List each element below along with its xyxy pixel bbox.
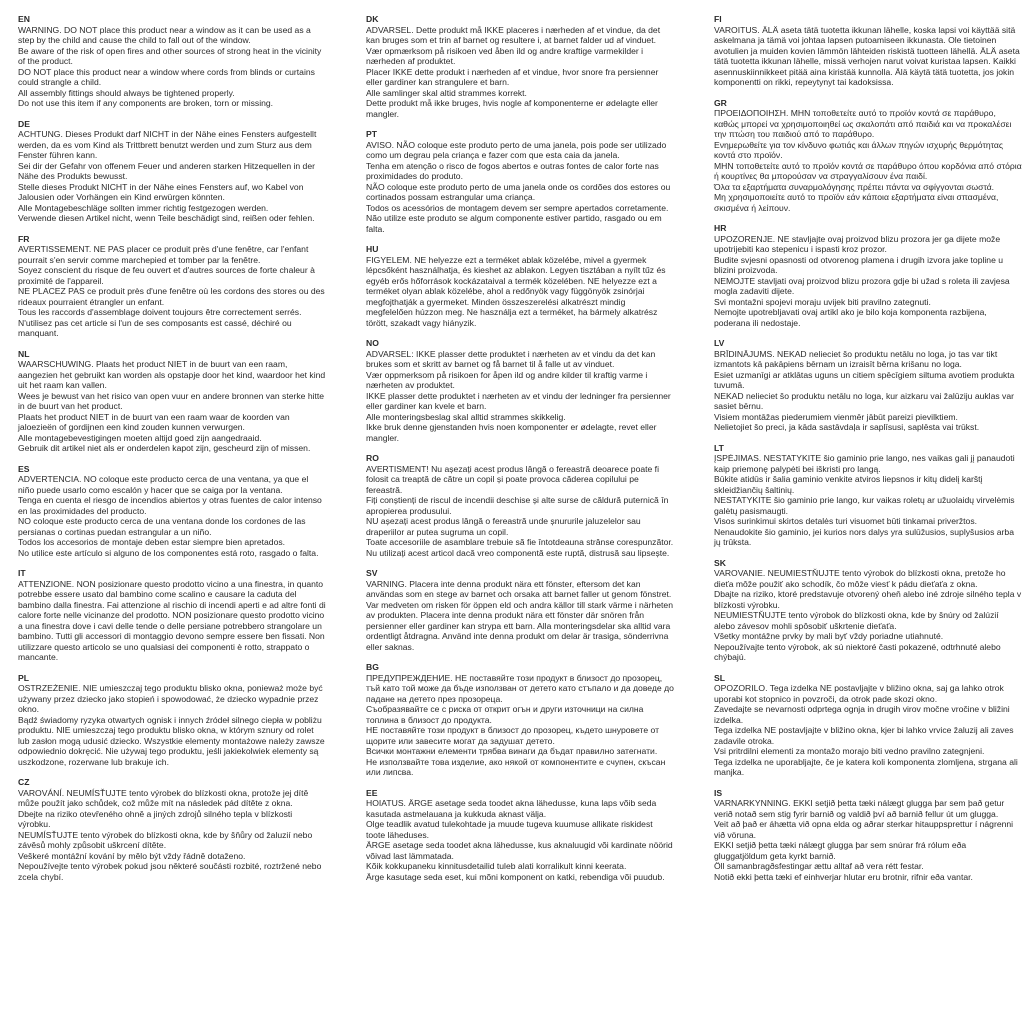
warning-paragraph: Alle Montagebeschläge sollten immer richtig festgezogen werden. xyxy=(18,202,269,213)
warning-paragraph: Notið ekki þetta tæki ef einhverjar hlutar eru brotnir, rifnir eða vantar. xyxy=(714,871,973,882)
warning-paragraph: NEKAD nelieciet šo produktu netālu no loga, kur aizkaru vai žalūziju auklas var sasiet bērnu. xyxy=(714,390,1014,411)
warning-paragraph: NEMOJTE stavljati ovaj proizvod blizu prozora gdje bi užad s roleta ili zavjesa mogla zadaviti dijete. xyxy=(714,275,1010,296)
warning-paragraph: Dette produkt må ikke bruges, hvis nogle af komponenterne er ødelagte eller mangler. xyxy=(366,98,658,119)
warning-paragraph: ADVERTENCIA. NO coloque este producto cerca de una ventana, ya que el niño puede usarlo como escalón y hacer que se caiga por la ventana. xyxy=(18,474,309,495)
language-section-de xyxy=(18,119,326,224)
warning-paragraph: Stelle dieses Produkt NICHT in der Nähe eines Fensters auf, wo Kabel von Jalousien oder Vorhängen ein Kind erwürgen könnten. xyxy=(18,181,304,202)
language-code-label: NL xyxy=(18,348,30,359)
warning-paragraph: Μη χρησιμοποιείτε αυτό το προϊόν εάν κάποια εξαρτήματα είναι σπασμένα, σκισμένα ή λείπουν. xyxy=(714,192,999,213)
warning-paragraph: ADVARSEL: IKKE plasser dette produktet i nærheten av et vindu da det kan brukes som et skritt av barnet og få barnet til å falle ut av vinduet. xyxy=(366,348,656,369)
warning-paragraph: ACHTUNG. Dieses Produkt darf NICHT in der Nähe eines Fensters aufgestellt werden, da es vom Kind als Trittbrett benutzt werden und zum Sturz aus dem Fenster führen kann. xyxy=(18,129,317,160)
warning-paragraph: Alle monteringsbeslag skal alltid strammes skikkelig. xyxy=(366,411,566,422)
language-code-label: HR xyxy=(714,223,727,233)
language-section-hu xyxy=(366,244,674,328)
warning-paragraph: ATTENZIONE. NON posizionare questo prodotto vicino a una finestra, in quanto potrebbe essere usato dal bambino come scalino e causare la caduta del bambino dalla finestra. Fai attenzione al rischio di incendi aperti e ad altre fonti di calore forte nelle vicinanze del prodotto. NON posizionare questo prodotto vicino a una finestra dove i cavi delle tende o delle persiane potrebbero strangolare un bambino. Tutti gli accessori di montaggio devono sempre essere ben fissati. Non utilizzare questo articolo se uno qualsiasi dei componenti è rotto, strappato o mancante. xyxy=(18,578,326,662)
language-code-label: RO xyxy=(366,453,379,463)
language-section-hr xyxy=(714,223,1022,328)
language-section-pl xyxy=(18,673,326,768)
language-section-fr xyxy=(18,234,326,339)
language-section-dk xyxy=(366,14,674,119)
warning-paragraph: Nelietojiet šo preci, ja kāda sastāvdaļa ir saplīsusi, saplēsta vai trūkst. xyxy=(714,422,980,432)
language-code-label: FR xyxy=(18,233,30,244)
warning-paragraph: AVERTISMENT! Nu așezați acest produs lângă o fereastră deoarece poate fi folosit ca treaptă de către un copil și poate provoca căderea copilului pe fereastră. xyxy=(366,463,659,495)
warning-paragraph: NEUMÍSŤUJTE tento výrobek do blízkosti okna, kde by šňůry od žaluzií nebo závěsů mohly způsobit uškrcení dítěte. xyxy=(18,829,313,850)
language-code-label: EN xyxy=(18,14,30,24)
warning-paragraph: Ενημερωθείτε για τον κίνδυνο φωτιάς και άλλων πηγών ισχυρής θερμότητας κοντά στο προϊόν. xyxy=(714,139,1004,160)
language-code-label: PT xyxy=(366,129,377,139)
warning-paragraph: Tous les raccords d'assemblage doivent toujours être correctement serrés. xyxy=(18,307,302,317)
warning-paragraph: Nepoužívajte tento výrobok, ak sú niektoré časti pokazené, odtrhnuté alebo chýbajú. xyxy=(714,641,1001,662)
warning-paragraph: ADVARSEL. Dette produkt må IKKE placeres i nærheden af et vindue, da det kan bruges som et trin af barnet og resultere i, at barnet falder ud af vinduet. xyxy=(366,24,661,45)
warning-paragraph: VAROVANIE. NEUMIESTŇUJTE tento výrobok do blízkosti okna, pretože ho dieťa môže použiť ako schodík, čo môže viesť k pádu dieťaťa z okna. xyxy=(714,568,1006,589)
language-section-pt xyxy=(366,129,674,234)
warning-column-1 xyxy=(18,14,326,892)
language-code-label: SK xyxy=(714,557,726,568)
warning-paragraph: Be aware of the risk of open fires and other sources of strong heat in the vicinity of the product. xyxy=(18,45,322,66)
language-code-label: SV xyxy=(366,568,378,578)
language-code-label: GR xyxy=(714,97,727,108)
warning-paragraph: Alle samlinger skal altid strammes korrekt. xyxy=(366,87,527,98)
language-section-fi xyxy=(714,14,1022,88)
language-section-en xyxy=(18,14,326,109)
warning-paragraph: Nenaudokite šio gaminio, jei kurios nors dalys yra sulūžusios, suplyšusios arba jų trūksta. xyxy=(714,526,1014,547)
warning-paragraph: NESTATYKITE šio gaminio prie lango, kur vaikas roletų ar užuolaidų virvelėmis galėtų pasismaugti. xyxy=(714,495,1015,516)
language-code-label: LV xyxy=(714,338,725,348)
warning-paragraph: VAROITUS. ÄLÄ aseta tätä tuotetta ikkunan lähelle, koska lapsi voi käyttää sitä askelmana ja tämä voi johtaa lapsen putoamiseen ikkunasta. Ole tietoinen avotulien ja muiden kovien lämmön lähteiden riskistä tuotteen lähellä. ÄLÄ aseta tätä tuotetta ikkunan lähelle, missä verhojen narut voivat kuristaa lapsen. Kaikki asennuskiinnikkeet pitää aina kiristää kunnolla. Älä käytä tätä tuotetta, jos jokin komponentti on rikki, repeytynyt tai kadoksissa. xyxy=(714,24,1020,87)
warning-paragraph: Veškeré montážní kování by mělo být vždy řádně dotaženo. xyxy=(18,850,246,861)
warning-paragraph: Vsi pritrdilni elementi za montažo morajo biti vedno pravilno zategnjeni. xyxy=(714,746,985,756)
warning-paragraph: Olge teadlik avatud tulekohtade ja muude tugeva kuumuse allikate riskidest toote läheduses. xyxy=(366,819,653,840)
warning-paragraph: VARNING. Placera inte denna produkt nära ett fönster, eftersom det kan användas som en stege av barnet och orsaka att barnet faller ut genom fönstret. Var medveten om risken för öppen eld och andra källor till stark värme i närheten av produkten. Placera inte denna produkt nära ett fönster där snören från persienner eller gardiner kan strypa ett barn. Alla monteringsdelar ska alltid vara ordentligt åtdragna. Använd inte denna produkt om delar är trasiga, sönderrivna eller saknas. xyxy=(366,578,673,652)
language-code-label: LT xyxy=(714,442,724,453)
warning-paragraph: AVERTISSEMENT. NE PAS placer ce produit près d'une fenêtre, car l'enfant pourrait s'en servir comme marchepied et tomber par la fenêtre. xyxy=(18,244,309,265)
warning-paragraph: Kõik kokkupaneku kinnitusdetailid tuleb alati korralikult kinni keerata. xyxy=(366,861,627,871)
warning-paragraph: Verwende diesen Artikel nicht, wenn Teile beschädigt sind, reißen oder fehlen. xyxy=(18,213,315,223)
warning-paragraph: ПРЕДУПРЕЖДЕНИЕ. НЕ поставяйте този продукт в близост до прозорец, тъй като той може да бъде използван от детето като стъпало и да доведе до падане на детето през прозореца. xyxy=(366,672,674,704)
language-section-es xyxy=(18,464,326,559)
warning-paragraph: Svi montažni spojevi moraju uvijek biti pravilno zategnuti. xyxy=(714,296,931,307)
warning-paragraph: Tenga en cuenta el riesgo de incendios abiertos y otras fuentes de calor intenso en las proximidades del producto. xyxy=(18,495,322,516)
warning-paragraph: Όλα τα εξαρτήματα συναρμολόγησης πρέπει πάντα να σφίγγονται σωστά. xyxy=(714,181,995,192)
warning-paragraph: Tega izdelka ne uporabljajte, če je katera koli komponenta zlomljena, strgana ali manjka. xyxy=(714,756,1018,777)
warning-paragraph: DO NOT place this product near a window where cords from blinds or curtains could strangle a child. xyxy=(18,66,315,87)
language-code-label: CZ xyxy=(18,777,30,787)
language-code-label: HU xyxy=(366,244,379,254)
warning-paragraph: NÃO coloque este produto perto de uma janela onde os cordões dos estores ou cortinados possam estrangular uma criança. xyxy=(366,181,671,202)
warning-paragraph: Dbejte na riziko otevřeného ohně a jiných zdrojů silného tepla v blízkosti výrobku. xyxy=(18,808,293,829)
language-section-cz xyxy=(18,777,326,882)
warning-paragraph: IKKE plasser dette produktet i nærheten av et vindu der ledninger fra persienner eller gardiner kan kvele et barn. xyxy=(366,390,671,411)
warning-paragraph: Do not use this item if any components are broken, torn or missing. xyxy=(18,98,274,108)
language-code-label: IT xyxy=(18,568,26,578)
warning-paragraph: VARNARKYNNING. EKKI setjið þetta tæki nálægt glugga þar sem það getur verið notað sem stig fyrir barnið og valdið því að barnið fellur út um glugga. xyxy=(714,798,1005,819)
warning-paragraph: Fiți conștienți de riscul de incendii deschise și alte surse de căldură puternică în apropierea produsului. xyxy=(366,495,669,516)
warning-paragraph: Bądź świadomy ryzyka otwartych ognisk i innych źródeł silnego ciepła w pobliżu produktu. NIE umieszczaj tego produktu blisko okna, w którym sznury od rolet lub zasłon mogą udusić dziecko. Wszystkie elementy montażowe należy zawsze odpowiednio dokręcić. Nie używaj tego produktu, jeśli jakiekolwiek elementy są uszkodzone, rozerwane lub brakuje ich. xyxy=(18,714,325,767)
warning-paragraph: WARNING. DO NOT place this product near a window as it can be used as a step by the child and cause the child to fall out of the window. xyxy=(18,24,311,45)
warning-paragraph: ΜΗΝ τοποθετείτε αυτό το προϊόν κοντά σε παράθυρο όπου κορδόνια από στόρια ή κουρτίνες θα μπορούσαν να στραγγαλίσουν ένα παιδί. xyxy=(714,160,1022,181)
warning-paragraph: Todos os acessórios de montagem devem ser sempre apertados corretamente. xyxy=(366,202,669,213)
warning-paragraph: Vær opmærksom på risikoen ved åben ild og andre kraftige varmekilder i nærheden af produktet. xyxy=(366,45,644,66)
warning-paragraph: Dbajte na riziko, ktoré predstavuje otvorený oheň alebo iné zdroje silného tepla v blízkosti výrobku. xyxy=(714,589,1022,610)
language-section-ro xyxy=(366,453,674,558)
warning-paragraph: EKKI setjið þetta tæki nálægt glugga þar sem snúrar frá rólum eða gluggatjöldum geta kyrkt barnið. xyxy=(714,840,967,861)
warning-paragraph: Veit að það er áhætta við opna elda og aðrar sterkar hitauppsprettur í nágrenni við vöruna. xyxy=(714,819,1014,840)
language-section-is xyxy=(714,788,1022,883)
warning-paragraph: Alle montagebevestigingen moeten altijd goed zijn aangedraaid. xyxy=(18,432,262,443)
warning-paragraph: BRĪDINĀJUMS. NEKAD nelieciet šo produktu netālu no loga, jo tas var tikt izmantots kā pakāpiens bērnam un izraisīt bērna krišanu no loga. xyxy=(714,348,998,369)
warning-paragraph: N'utilisez pas cet article si l'un de ses composants est cassé, déchiré ou manquant. xyxy=(18,317,292,338)
warning-paragraph: WAARSCHUWING. Plaats het product NIET in de buurt van een raam, aangezien het gebruikt kan worden als opstapje door het kind, waardoor het kind uit het raam kan vallen. xyxy=(18,359,326,390)
warning-paragraph: Toate accesoriile de asamblare trebuie să fie întotdeauna strânse corespunzător. xyxy=(366,537,674,547)
language-section-it xyxy=(18,568,326,663)
warning-paragraph: Tenha em atenção o risco de fogos abertos e outras fontes de calor forte nas proximidades do produto. xyxy=(366,160,659,181)
warning-paragraph: No utilice este artículo si alguno de los componentes está roto, rasgado o falta. xyxy=(18,547,319,558)
warning-paragraph: HOIATUS. ÄRGE asetage seda toodet akna lähedusse, kuna laps võib seda kasutada astmelauana ja kukkuda aknast välja. xyxy=(366,798,657,819)
warning-paragraph: Zavedajte se nevarnosti odprtega ognja in drugih virov močne vročine v bližini izdelka. xyxy=(714,704,1010,725)
warning-paragraph: Nemojte upotrebljavati ovaj artikl ako je bilo koja komponenta razbijena, poderana ili nedostaje. xyxy=(714,307,987,328)
language-section-sk xyxy=(714,558,1022,663)
warning-paragraph: Soyez conscient du risque de feu ouvert et d'autres sources de forte chaleur à proximité de l'appareil. xyxy=(18,265,315,286)
warning-paragraph: VAROVÁNÍ. NEUMÍSŤUJTE tento výrobek do blízkosti okna, protože jej dítě může použít jako schůdek, což může mít na následek pád dítěte z okna. xyxy=(18,787,309,808)
warning-paragraph: Všetky montážne prvky by mali byť vždy poriadne utiahnuté. xyxy=(714,631,944,641)
language-section-lv xyxy=(714,338,1022,433)
warning-paragraph: Не използвайте това изделие, ако някой от компонентите е счупен, скъсан или липсва. xyxy=(366,756,666,777)
warning-paragraph: Nu utilizați acest articol dacă vreo componentă este ruptă, distrusă sau lipsește. xyxy=(366,547,670,558)
language-code-label: EE xyxy=(366,787,378,798)
warning-paragraph: Nepoužívejte tento výrobek pokud jsou některé součásti rozbité, roztržené nebo zcela chybí. xyxy=(18,861,322,882)
warning-paragraph: Būkite atidūs ir šalia gaminio venkite atviros liepsnos ir kitų didelį karštį skleidžiančių šaltinių. xyxy=(714,474,983,495)
warning-paragraph: NE PLACEZ PAS ce produit près d'une fenêtre où les cordons des stores ou des rideaux pourraient étrangler un enfant. xyxy=(18,286,325,307)
warning-paragraph: OPOZORILO. Tega izdelka NE postavljajte v bližino okna, saj ga lahko otrok uporabi kot stopnico in povzroči, da otrok pade skozi okno. xyxy=(714,683,1004,704)
warning-paragraph: Esiet uzmanīgi ar atklātas uguns un citiem spēcīgiem siltuma avotiem produkta tuvumā. xyxy=(714,369,1015,390)
warning-paragraph: Wees je bewust van het risico van open vuur en andere bronnen van sterke hitte in de buurt van het product. xyxy=(18,390,325,411)
warning-paragraph: Всички монтажни елементи трябва винаги да бъдат правилно затегнати. xyxy=(366,746,658,756)
warning-paragraph: FIGYELEM. NE helyezze ezt a terméket ablak közelébe, mivel a gyermek lépcsőként használhatja, és kieshet az ablakon. Legyen tisztában a nyílt tűz és egyéb erős hőforrások kockázataival a termék közelében. NE helyezze ezt a terméket olyan ablak közelébe, ahol a redőnyök vagy függönyök zsinórjai megfojthatják a gyermeket. Minden összeszerelési alkatrészt mindig megfelelően húzzon meg. Ne használja ezt a terméket, ha bármely alkatrész törött, szakadt vagy hiányzik. xyxy=(366,254,666,328)
warning-paragraph: Ärge kasutage seda eset, kui mõni komponent on katki, rebendiga või puudub. xyxy=(366,871,665,882)
language-code-label: DE xyxy=(18,118,30,129)
language-code-label: SL xyxy=(714,672,725,683)
language-section-no xyxy=(366,338,674,443)
warning-paragraph: ĮSPĖJIMAS. NESTATYKITE šio gaminio prie lango, nes vaikas gali jį panaudoti kaip priemonę palypėti bei iškristi pro langą. xyxy=(714,453,1015,474)
language-code-label: BG xyxy=(366,662,379,672)
language-code-label: FI xyxy=(714,14,722,24)
warning-paragraph: Visos surinkimui skirtos detalės turi visuomet būti tinkamai priveržtos. xyxy=(714,516,977,526)
warning-column-3 xyxy=(714,14,1022,892)
language-code-label: NO xyxy=(366,338,379,348)
language-code-label: DK xyxy=(366,14,379,24)
warning-paragraph: NU așezați acest produs lângă o fereastră unde șnururile jaluzelelor sau draperiilor ar putea sugruma un copil. xyxy=(366,516,641,537)
warning-paragraph: UPOZORENJE. NE stavljajte ovaj proizvod blizu prozora jer ga dijete može upotrijebiti kao stepenicu i ispasti kroz prozor. xyxy=(714,233,1001,254)
warning-paragraph: Gebruik dit artikel niet als er onderdelen kapot zijn, gescheurd zijn of missen. xyxy=(18,443,311,453)
warning-paragraph: All assembly fittings should always be tightened properly. xyxy=(18,87,235,98)
language-section-bg xyxy=(366,662,674,778)
warning-paragraph: Visiem montāžas piederumiem vienmēr jābūt pareizi pievilktiem. xyxy=(714,411,958,422)
warning-paragraph: Plaats het product NIET in de buurt van een raam waar de koorden van jaloezieën of gordijnen een kind zouden kunnen verwurgen. xyxy=(18,411,290,432)
warning-paragraph: ÄRGE asetage seda toodet akna lähedusse, kus aknaluugid või kardinate nöörid võivad last lämmatada. xyxy=(366,840,673,861)
warning-paragraph: НЕ поставяйте този продукт в близост до прозорец, където шнуровете от щорите или завесите могат да задушат детето. xyxy=(366,725,660,746)
language-code-label: ES xyxy=(18,463,30,474)
warning-paragraph: Vær oppmerksom på risikoen for åpen ild og andre kilder til kraftig varme i nærheten av produktet. xyxy=(366,369,648,390)
warning-paragraph: Placer IKKE dette produkt i nærheden af et vindue, hvor snore fra persienner eller gardiner kan strangulere et barn. xyxy=(366,66,659,87)
language-section-lt xyxy=(714,443,1022,548)
warning-paragraph: Budite svjesni opasnosti od otvorenog plamena i drugih izvora jake topline u blizini proizvoda. xyxy=(714,254,1004,275)
warning-paragraph: Ikke bruk denne gjenstanden hvis noen komponenter er ødelagte, revet eller mangler. xyxy=(366,422,657,443)
language-section-sl xyxy=(714,673,1022,778)
warning-paragraph: Съобразявайте се с риска от открит огън и други източници на силна топлина в близост до продукта. xyxy=(366,704,644,725)
warning-paragraph: Tega izdelka NE postavljajte v bližino okna, kjer bi lahko vrvice žaluzij ali zaves zadavile otroka. xyxy=(714,725,1014,746)
language-code-label: PL xyxy=(18,672,29,683)
warning-paragraph: AVISO. NÃO coloque este produto perto de uma janela, pois pode ser utilizado como um degrau pela criança e fazer com que esta caia da janela. xyxy=(366,139,667,160)
warning-paragraph: Não utilize este produto se algum componente estiver partido, rasgado ou em falta. xyxy=(366,213,662,234)
warning-paragraph: OSTRZEŻENIE. NIE umieszczaj tego produktu blisko okna, ponieważ może być używany przez dziecko jako stopień i spowodować, że dziecko wypadnie przez okno. xyxy=(18,683,323,714)
warning-paragraph: NO coloque este producto cerca de una ventana donde los cordones de las persianas o cortinas puedan estrangular a un niño. xyxy=(18,516,306,537)
warning-paragraph: Todos los accesorios de montaje deben estar siempre bien apretados. xyxy=(18,537,286,547)
language-section-ee xyxy=(366,788,674,883)
warning-paragraph: NEUMIESTŇUJTE tento výrobok do blízkosti okna, kde by šnúry od žalúzií alebo závesov mohli spôsobiť uškrtenie dieťaťa. xyxy=(714,610,999,631)
warning-paragraph: ΠΡΟΕΙΔΟΠΟΙΗΣΗ. ΜΗΝ τοποθετείτε αυτό το προϊόν κοντά σε παράθυρο, καθώς μπορεί να χρησιμοποιηθεί ως σκαλοπάτι από παιδιά και να προκαλέσει την πτώση του παιδιού από το παράθυρο. xyxy=(714,108,1012,139)
warning-paragraph: Sei dir der Gefahr von offenem Feuer und anderen starken Hitzequellen in der Nähe des Produkts bewusst. xyxy=(18,160,315,181)
language-section-gr xyxy=(714,98,1022,214)
language-code-label: IS xyxy=(714,787,723,798)
warning-column-2 xyxy=(366,14,674,892)
warning-paragraph: Öll samanbragðsfestingar ættu alltaf að vera rétt festar. xyxy=(714,861,924,871)
language-section-nl xyxy=(18,349,326,454)
language-section-sv xyxy=(366,568,674,652)
